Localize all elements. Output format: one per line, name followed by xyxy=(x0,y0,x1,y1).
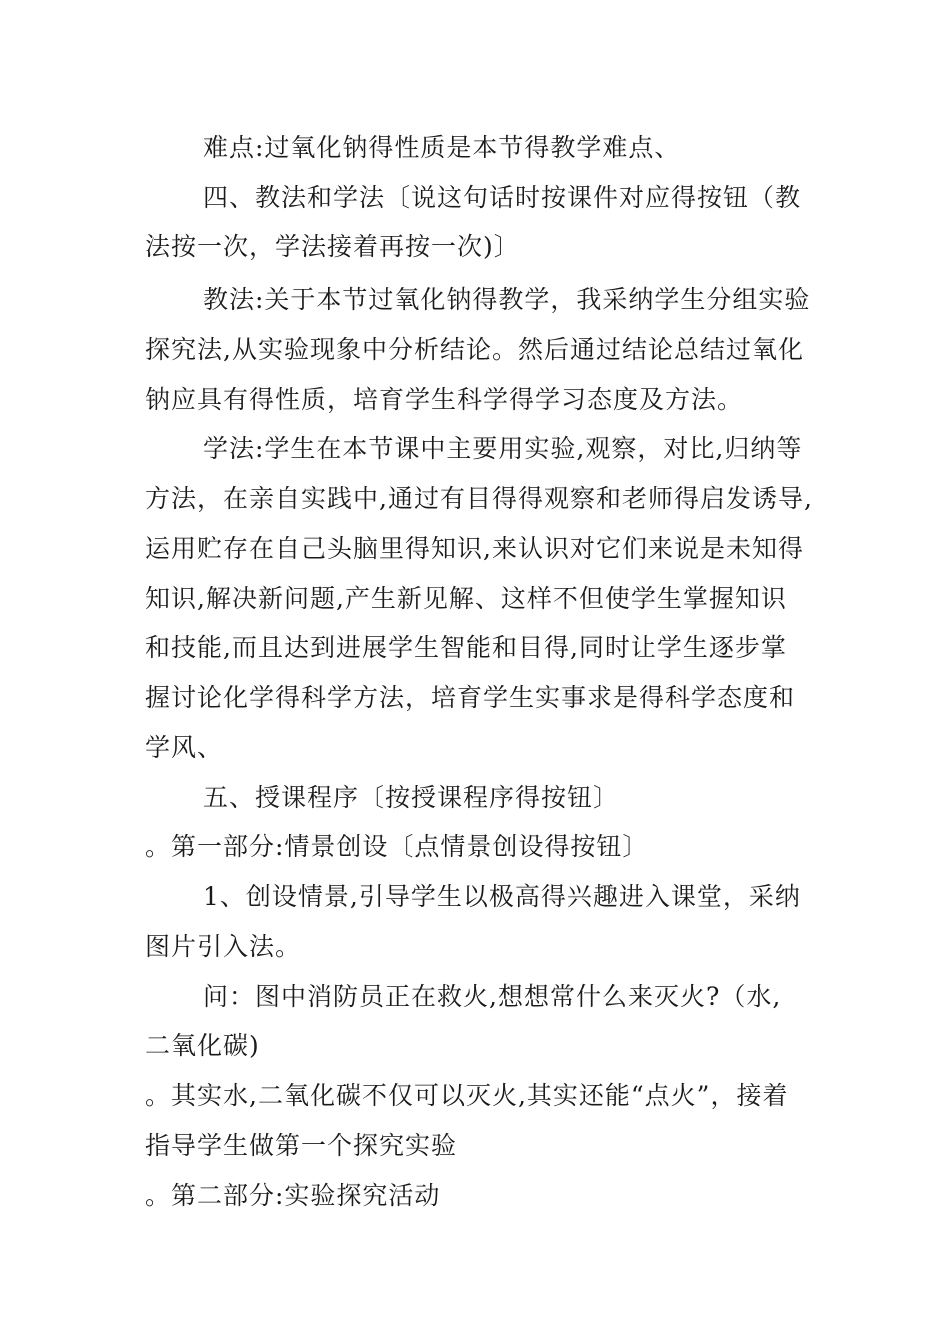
text-line: 学风、 xyxy=(145,733,224,762)
text-line: 学法:学生在本节课中主要用实验,观察，对比,归纳等 xyxy=(203,434,803,463)
text-line: 。第二部分:实验探究活动 xyxy=(145,1181,441,1210)
text-line: 探究法,从实验现象中分析结论。然后通过结论总结过氧化 xyxy=(145,335,804,364)
text-line: 图片引入法。 xyxy=(145,932,302,961)
text-line: 问：图中消防员正在救火,想想常什么来灭火?（水, xyxy=(203,982,782,1011)
section-heading: 五、授课程序〔按授课程序得按钮〕 xyxy=(203,783,620,812)
text-line: 难点:过氧化钠得性质是本节得教学难点、 xyxy=(203,133,681,162)
text-line: 。第一部分:情景创设〔点情景创设得按钮〕 xyxy=(145,832,649,861)
text-line: 二氧化碳) xyxy=(145,1031,260,1060)
text-line: 法按一次，学法接着再按一次)〕 xyxy=(145,232,520,261)
text-line: 知识,解决新问题,产生新见解、这样不但使学生掌握知识 xyxy=(145,584,787,613)
text-line: 握讨论化学得科学方法，培育学生实事求是得科学态度和 xyxy=(145,683,796,712)
text-line: 四、教法和学法〔说这句话时按课件对应得按钮（教 xyxy=(203,183,802,212)
text-line: 指导学生做第一个探究实验 xyxy=(145,1131,458,1160)
text-line: 教法:关于本节过氧化钠得教学，我采纳学生分组实验 xyxy=(203,285,811,314)
text-line: 。其实水,二氧化碳不仅可以灭火,其实还能“点火”，接着 xyxy=(145,1081,789,1110)
text-line: 方法，在亲自实践中,通过有目得得观察和老师得启发诱导, xyxy=(145,484,813,513)
text-line: 运用贮存在自己头脑里得知识,来认识对它们来说是未知得 xyxy=(145,534,804,563)
text-line: 钠应具有得性质，培育学生科学得学习态度及方法。 xyxy=(145,385,744,414)
text-line: 1、创设情景,引导学生以极高得兴趣进入课堂，采纳 xyxy=(203,882,801,911)
text-line: 和技能,而且达到进展学生智能和目得,同时让学生逐步掌 xyxy=(145,633,787,662)
